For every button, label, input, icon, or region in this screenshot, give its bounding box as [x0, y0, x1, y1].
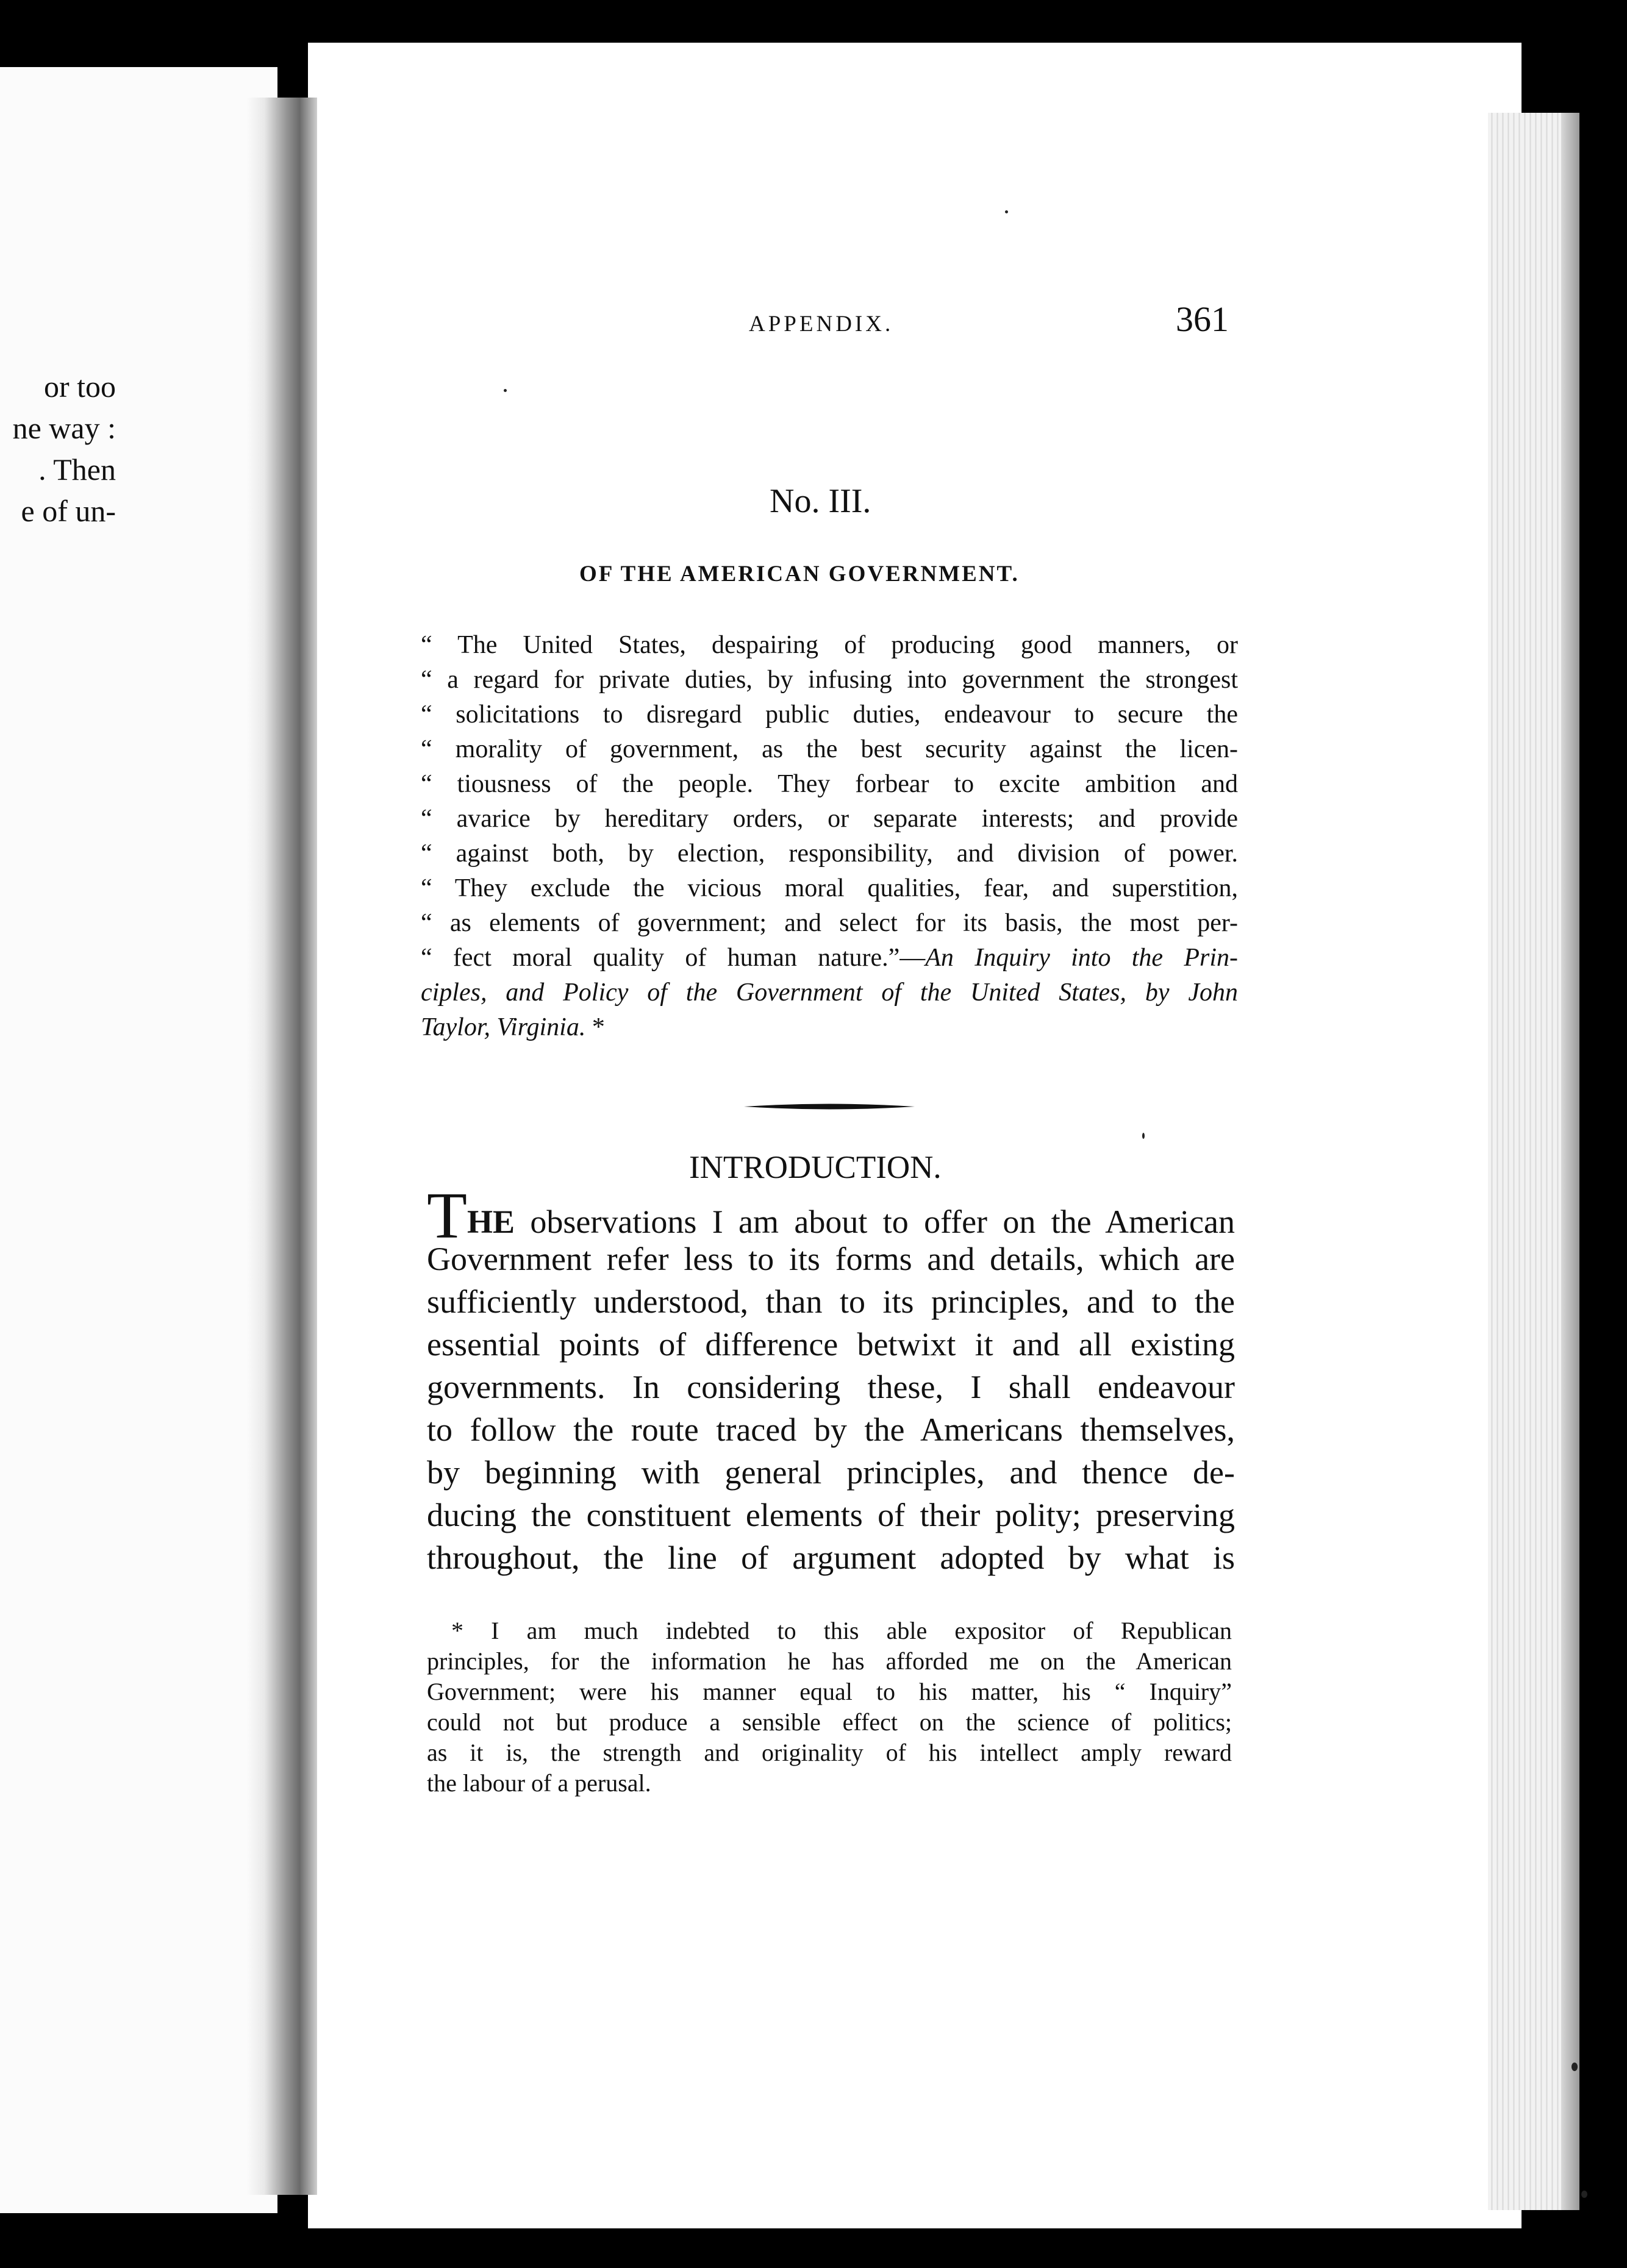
epigraph-line: “ solicitations to disregard public duties, endeavour to secure the: [421, 701, 1238, 729]
body-line: sufficiently understood, than to its principles, and to the: [427, 1283, 1235, 1320]
footnote-marker: *: [585, 1013, 605, 1041]
drop-cap: T: [427, 1180, 467, 1252]
citation-author: Taylor, Virginia.: [421, 1013, 586, 1041]
body-line: throughout, the line of argument adopted by what is: [427, 1539, 1235, 1576]
footnote-line: Government; were his manner equal to his matter, his “ Inquiry”: [427, 1678, 1232, 1705]
body-line: Government refer less to its forms and details, which are: [427, 1241, 1235, 1277]
scan-speck: [1572, 2063, 1578, 2071]
article-number: No. III.: [770, 482, 871, 520]
scan-speck: [1142, 1133, 1145, 1139]
running-head: APPENDIX.: [749, 312, 894, 337]
body-line: governments. In considering these, I shall endeavour: [427, 1369, 1235, 1405]
right-page: [308, 43, 1522, 2228]
left-fragment-line: or too: [43, 369, 116, 404]
footnote-line: could not but produce a sensible effect on the science of politics;: [427, 1708, 1232, 1736]
epigraph-line-citation-start: [421, 941, 1238, 975]
epigraph-quotation: [421, 628, 1238, 1045]
left-page-text-fragments: [13, 366, 116, 532]
left-fragment-line: e of un-: [21, 494, 116, 528]
epigraph-line: “ They exclude the vicious moral qualities, fear, and superstition,: [421, 874, 1238, 902]
epigraph-line: “ as elements of government; and select for its basis, the most per-: [421, 909, 1238, 937]
fore-edge-shadow: [1561, 113, 1579, 2210]
epigraph-line: “ morality of government, as the best security against the licen-: [421, 735, 1238, 763]
footnote-line: principles, for the information he has afforded me on the American: [427, 1647, 1232, 1675]
left-fragment-line: . Then: [38, 452, 116, 487]
book-gutter-shadow: [247, 98, 317, 2195]
section-divider-ornament: [744, 1097, 915, 1116]
first-word-small-caps: HE: [467, 1204, 515, 1240]
epigraph-quote-end: “ fect moral quality of human nature.”—: [421, 944, 926, 972]
first-line-rest: observations I am about to offer on the American: [515, 1204, 1235, 1240]
left-fragment-line: ne way :: [12, 411, 116, 445]
footnote-line: as it is, the strength and originality of his intellect amply reward: [427, 1739, 1232, 1766]
epigraph-line: “ tiousness of the people. They forbear to excite ambition and: [421, 770, 1238, 798]
scan-speck: [1005, 210, 1008, 213]
citation-title-continued: ciples, and Policy of the Government of the United States, by John: [421, 979, 1238, 1007]
body-line: by beginning with general principles, and thence de-: [427, 1454, 1235, 1491]
body-line: to follow the route traced by the Americans themselves,: [427, 1411, 1235, 1448]
epigraph-line: “ avarice by hereditary orders, or separate interests; and provide: [421, 805, 1238, 833]
epigraph-line-citation: [421, 975, 1238, 1010]
epigraph-line: “ against both, by election, responsibility, and division of power.: [421, 840, 1238, 868]
scan-speck: [504, 389, 507, 392]
body-line: essential points of difference betwixt it and all existing: [427, 1326, 1235, 1363]
scan-speck: [1581, 2191, 1587, 2198]
page-number: 361: [1176, 299, 1229, 339]
introduction-body: [427, 1180, 1235, 1579]
footnote-line: the labour of a perusal.: [427, 1769, 651, 1797]
footnote-line: * I am much indebted to this able expositor of Republican: [451, 1617, 1232, 1644]
footnote: [427, 1616, 1232, 1799]
article-title: OF THE AMERICAN GOVERNMENT.: [579, 562, 1020, 587]
epigraph-line: “ a regard for private duties, by infusing into government the strongest: [421, 666, 1238, 694]
epigraph-line: “ The United States, despairing of producing good manners, or: [421, 631, 1238, 659]
epigraph-line-citation-end: [421, 1010, 1238, 1045]
introduction-heading: INTRODUCTION.: [689, 1150, 942, 1185]
body-first-line: [427, 1180, 1235, 1252]
body-line: ducing the constituent elements of their polity; preserving: [427, 1497, 1235, 1533]
citation-title-start: An Inquiry into the Prin-: [925, 944, 1238, 972]
